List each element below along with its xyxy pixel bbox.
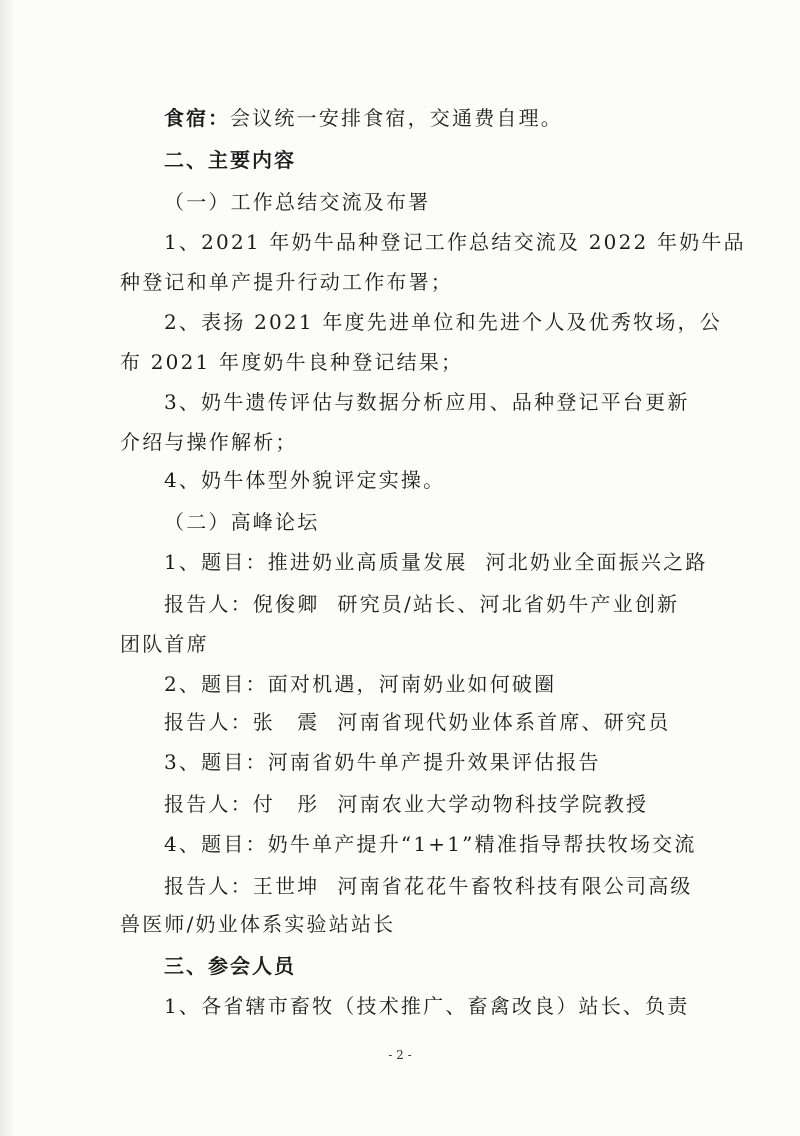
forum-topic-2: 2、题目：面对机遇，河南奶业如何破圈 — [164, 672, 557, 696]
attendees-item-1: 1、各省辖市畜牧（技术推广、畜禽改良）站长、负责 — [164, 994, 690, 1018]
paragraph-item-2-line-1: 2、表扬 2021 年度先进单位和先进个人及优秀牧场，公 — [164, 310, 722, 334]
forum-speaker-1-title: 研究员/站长、河北省奶牛产业创新 — [337, 592, 680, 616]
forum-speaker-4-title: 河南省花花牛畜牧科技有限公司高级 — [337, 874, 693, 898]
forum-topic-3: 3、题目：河南省奶牛单产提升效果评估报告 — [164, 750, 601, 774]
forum-speaker-2-name: 报告人：张 震 — [164, 710, 320, 734]
forum-speaker-2 — [164, 708, 670, 736]
paragraph-item-3-line-1: 3、奶牛遗传评估与数据分析应用、品种登记平台更新 — [164, 390, 690, 414]
forum-speaker-3-name: 报告人：付 彤 — [164, 792, 320, 816]
forum-speaker-1-name: 报告人：倪俊卿 — [164, 592, 320, 616]
forum-speaker-4-name: 报告人：王世坤 — [164, 874, 320, 898]
forum-topic-1-title: 1、题目：推进奶业高质量发展 — [164, 550, 468, 574]
forum-speaker-3-title: 河南农业大学动物科技学院教授 — [337, 792, 649, 816]
forum-speaker-4 — [164, 872, 693, 900]
page-number: - 2 - — [388, 1048, 412, 1062]
forum-topic-4: 4、题目：奶牛单产提升“1+1”精准指导帮扶牧场交流 — [164, 832, 697, 856]
paragraph-item-3-line-2: 介绍与操作解析； — [120, 430, 298, 454]
forum-speaker-1 — [164, 590, 679, 618]
section-heading-attendees: 三、参会人员 — [164, 954, 296, 978]
section-heading-main-content: 二、主要内容 — [164, 148, 296, 172]
lodging-line — [164, 104, 563, 132]
scan-edge-shadow — [0, 0, 14, 1136]
paragraph-item-4: 4、奶牛体型外貌评定实操。 — [164, 468, 446, 492]
paragraph-item-1-line-1: 1、2021 年奶牛品种登记工作总结交流及 2022 年奶牛品 — [164, 230, 746, 254]
forum-speaker-4-title-cont: 兽医师/奶业体系实验站站长 — [120, 912, 396, 936]
forum-topic-1 — [164, 548, 708, 576]
paragraph-item-1-line-2: 种登记和单产提升行动工作布署； — [120, 270, 453, 294]
forum-speaker-1-title-cont: 团队首席 — [120, 632, 209, 656]
subsection-heading-summit-forum: （二）高峰论坛 — [164, 510, 320, 534]
lodging-label: 食宿： — [164, 106, 230, 130]
lodging-text: 会议统一安排食宿，交通费自理。 — [230, 106, 563, 130]
subsection-heading-work-summary: （一）工作总结交流及布署 — [164, 190, 431, 214]
forum-speaker-3 — [164, 790, 648, 818]
forum-speaker-2-title: 河南省现代奶业体系首席、研究员 — [337, 710, 671, 734]
forum-topic-1-subtitle: 河北奶业全面振兴之路 — [485, 550, 708, 574]
paragraph-item-2-line-2: 布 2021 年度奶牛良种登记结果； — [120, 350, 464, 374]
